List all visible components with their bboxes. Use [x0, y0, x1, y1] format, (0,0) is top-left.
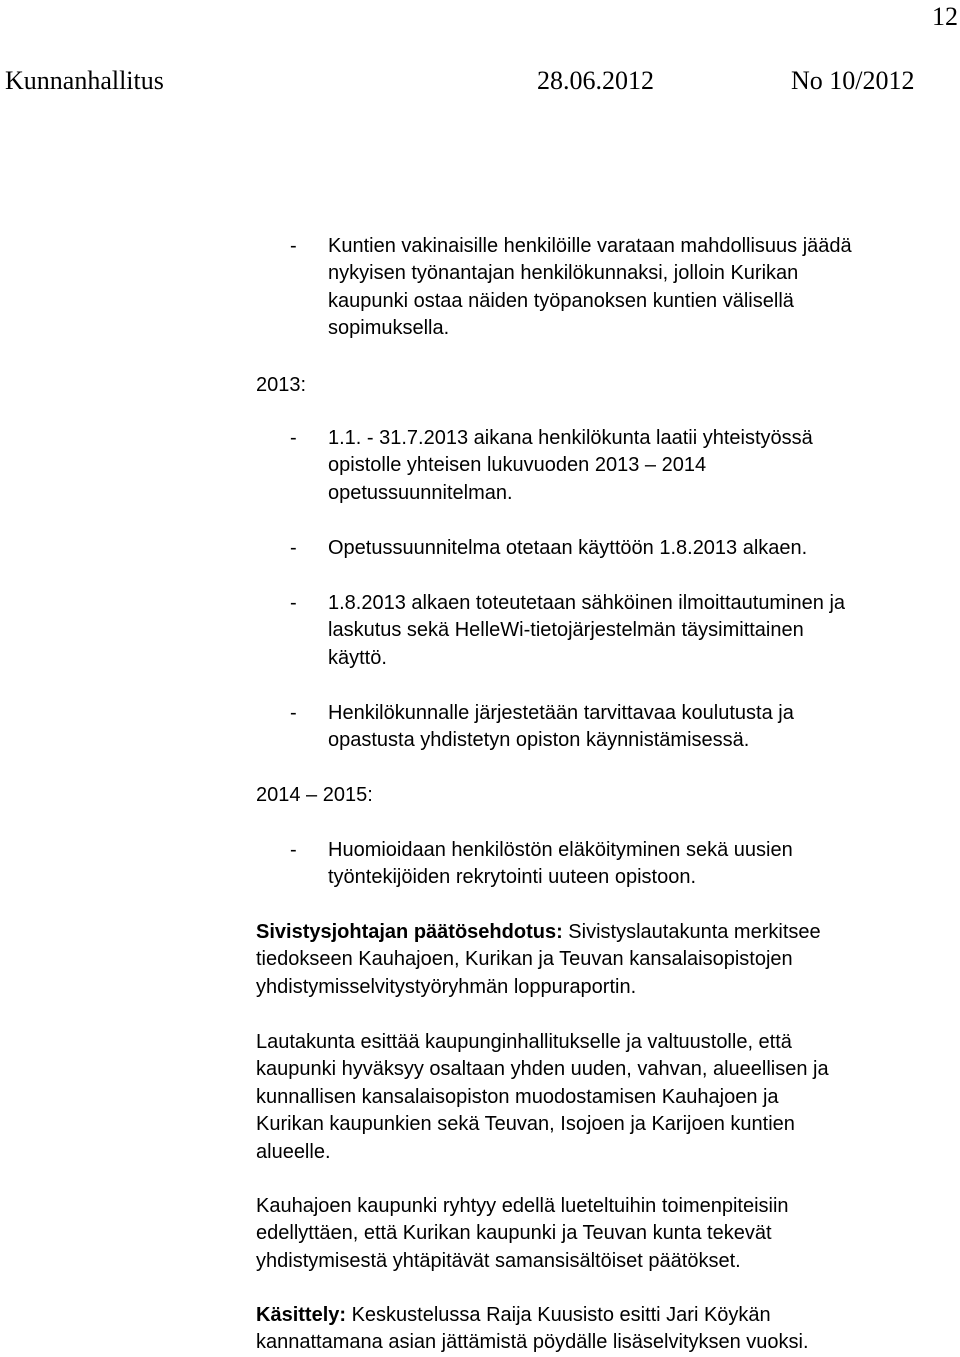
section-label-2013: 2013:: [256, 374, 307, 396]
text-line: käyttö.: [328, 646, 387, 669]
text-line: kaupunki ostaa näiden työpanoksen kuntien välisellä: [328, 289, 794, 312]
text-line: Opetussuunnitelma otetaan käyttöön 1.8.2013 alkaen.: [328, 537, 808, 559]
page-number: 12: [932, 2, 958, 31]
section-label-2014-2015: 2014 – 2015:: [256, 784, 373, 806]
text-line: Kuntien vakinaisille henkilöille varataan mahdollisuus jäädä: [328, 235, 852, 257]
text-run: Sivistyslautakunta merkitsee: [562, 921, 821, 943]
header-body-name: Kunnanhallitus: [5, 66, 164, 95]
text-line: Huomioidaan henkilöstön eläköityminen sekä uusien: [328, 839, 793, 861]
text-line: kannattamana asian jättämistä pöydälle lisäselvityksen vuoksi.: [256, 1331, 809, 1354]
text-line: opetussuunnitelman.: [328, 481, 513, 504]
text-line: yhdistymisselvitystyöryhmän loppuraportin.: [256, 975, 637, 998]
text-line: alueelle.: [256, 1140, 331, 1163]
text-line: kaupunki hyväksyy osaltaan yhden uuden, vahvan, alueellisen ja: [256, 1058, 829, 1081]
text-line: Kauhajoen kaupunki ryhtyy edellä lueteltuihin toimenpiteisiin: [256, 1195, 789, 1217]
handling-paragraph: [256, 1302, 946, 1357]
text-line: [256, 1302, 946, 1329]
text-line: työntekijöiden rekrytointi uuteen opistoon.: [328, 866, 697, 889]
list-item: [290, 535, 940, 562]
text-line: laskutus sekä HelleWi-tietojärjestelmän täysimittainen: [328, 619, 804, 642]
text-line: Kurikan kaupunkien sekä Teuvan, Isojoen ja Karijoen kuntien: [256, 1113, 795, 1136]
list-item: [290, 590, 940, 672]
board-proposal-paragraph: [256, 1029, 946, 1166]
text-line: Lautakunta esittää kaupunginhallitukselle ja valtuustolle, että: [256, 1031, 792, 1053]
bullet-dash: -: [290, 235, 297, 257]
text-line: tiedokseen Kauhajoen, Kurikan ja Teuvan kansalaisopistojen: [256, 948, 793, 971]
bullet-dash: -: [290, 592, 297, 614]
text-line: 1.8.2013 alkaen toteutetaan sähköinen ilmoittautuminen ja: [328, 592, 846, 614]
text-line: nykyisen työnantajan henkilökunnaksi, jolloin Kurikan: [328, 262, 799, 285]
text-run: Keskustelussa Raija Kuusisto esitti Jari Köykän: [346, 1304, 771, 1326]
text-line: opastusta yhdistetyn opiston käynnistämisessä.: [328, 729, 750, 752]
text-line: kunnallisen kansalaisopiston muodostamisen Kauhajoen ja: [256, 1085, 779, 1108]
header-document-number: No 10/2012: [791, 66, 915, 95]
bullet-dash: -: [290, 702, 297, 724]
bullet-dash: -: [290, 537, 297, 559]
proposal-label: Sivistysjohtajan päätösehdotus:: [256, 921, 563, 943]
text-line: 1.1. - 31.7.2013 aikana henkilökunta laatii yhteistyössä: [328, 427, 813, 449]
header-date: 28.06.2012: [537, 66, 654, 95]
list-item: [290, 700, 940, 755]
text-line: [256, 919, 946, 946]
text-line: opistolle yhteisen lukuvuoden 2013 – 2014: [328, 454, 707, 477]
list-item: [290, 425, 940, 507]
text-line: yhdistymisestä yhtäpitävät samansisältöiset päätökset.: [256, 1249, 741, 1272]
handling-label: Käsittely:: [256, 1304, 347, 1326]
kauhajoki-paragraph: [256, 1193, 946, 1275]
text-line: edellyttäen, että Kurikan kaupunki ja Teuvan kunta tekevät: [256, 1222, 772, 1245]
text-line: Henkilökunnalle järjestetään tarvittavaa koulutusta ja: [328, 702, 794, 724]
text-line: sopimuksella.: [328, 317, 450, 340]
bullet-dash: -: [290, 427, 297, 449]
bullet-dash: -: [290, 839, 297, 861]
list-item: [290, 233, 940, 343]
proposal-paragraph: [256, 919, 946, 1001]
list-item: [290, 837, 940, 892]
